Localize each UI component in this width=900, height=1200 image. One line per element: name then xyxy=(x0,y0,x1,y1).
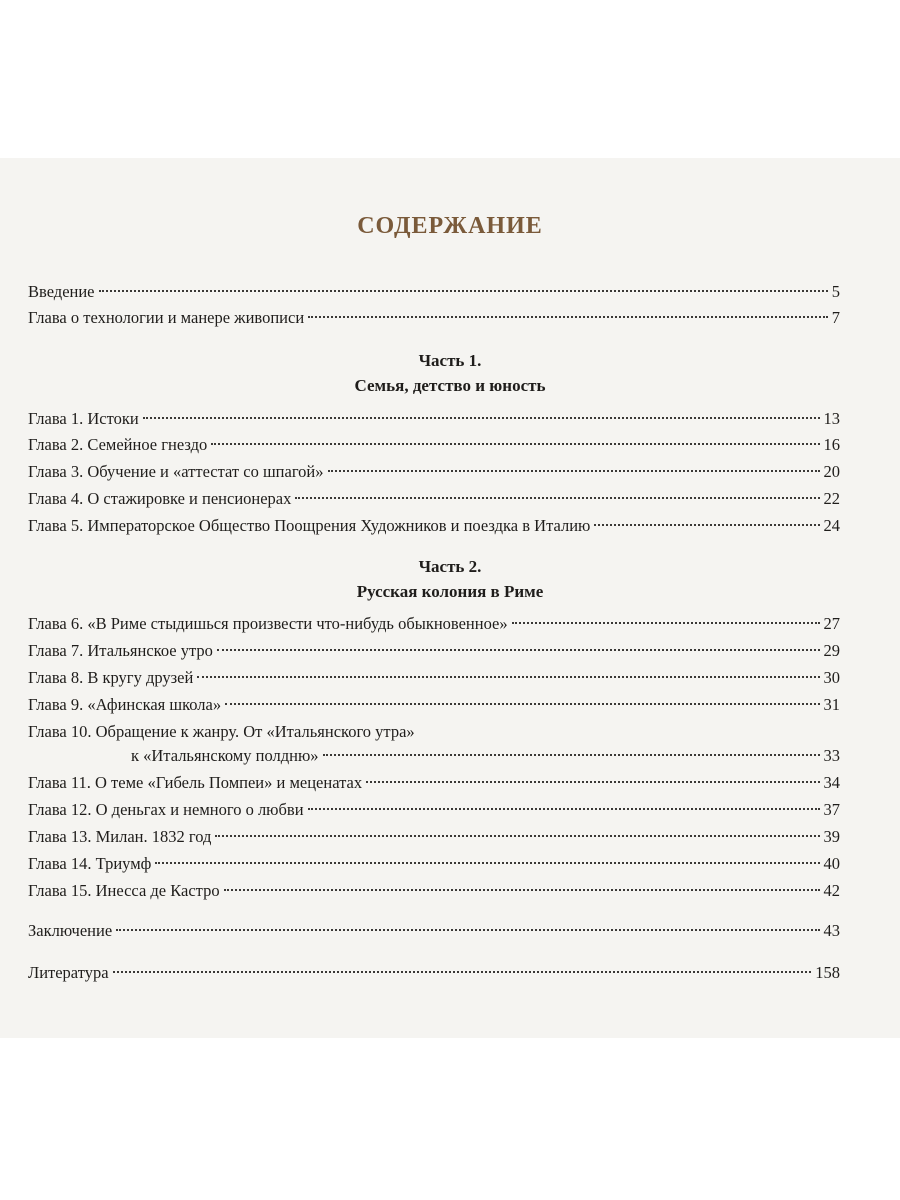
toc-entry-page: 29 xyxy=(823,641,840,660)
toc-entry-line1 xyxy=(28,721,840,743)
toc-entry-page: 37 xyxy=(823,800,840,819)
page-title: СОДЕРЖАНИЕ xyxy=(357,213,543,239)
dot-leader xyxy=(366,781,819,783)
dot-leader xyxy=(215,835,819,837)
toc-entry-page: 31 xyxy=(823,695,840,714)
part-heading: Часть 2. xyxy=(418,557,482,576)
toc-entry-label: Глава 3. Обучение и «аттестат со шпагой» xyxy=(28,462,324,481)
toc-entry-label: Глава о технологии и манере живописи xyxy=(28,308,305,327)
toc-entry-label: Глава 6. «В Риме стыдишься произвести что-нибудь обыкновенное» xyxy=(28,614,508,633)
dot-leader xyxy=(594,524,819,526)
toc-entry xyxy=(28,434,840,456)
toc-entry-page: 7 xyxy=(831,308,840,327)
toc-entry-page: 24 xyxy=(823,516,840,535)
toc-entry-page: 5 xyxy=(831,282,840,301)
toc-entry-label: Глава 7. Итальянское утро xyxy=(28,641,213,660)
part-heading: Часть 1. xyxy=(418,351,482,370)
toc-entry-label: Глава 8. В кругу друзей xyxy=(28,668,194,687)
toc-entry-page: 158 xyxy=(815,963,840,982)
dot-leader xyxy=(99,290,828,292)
dot-leader xyxy=(295,497,819,499)
dot-leader xyxy=(217,649,820,651)
toc-entry-page: 42 xyxy=(823,881,840,900)
toc-entry xyxy=(28,515,840,537)
toc-entry-label: Глава 11. О теме «Гибель Помпеи» и меценатах xyxy=(28,773,363,792)
toc-entry xyxy=(28,694,840,716)
toc-entry-page: 30 xyxy=(823,668,840,687)
toc-entry-page: 27 xyxy=(823,614,840,633)
dot-leader xyxy=(211,443,819,445)
toc-entry xyxy=(28,408,840,430)
dot-leader xyxy=(323,754,820,756)
toc-entry-page: 20 xyxy=(823,462,840,481)
toc-entry xyxy=(28,613,840,635)
toc-entry-page: 22 xyxy=(823,489,840,508)
toc-entry-label: Глава 13. Милан. 1832 год xyxy=(28,827,212,846)
toc-entry xyxy=(28,745,840,767)
dot-leader xyxy=(512,622,820,624)
toc-entry-page: 33 xyxy=(823,746,840,765)
toc-entry xyxy=(28,962,840,984)
toc-entry-label: Глава 15. Инесса де Кастро xyxy=(28,881,220,900)
toc-entry xyxy=(28,461,840,483)
toc-entry xyxy=(28,920,840,942)
toc-entry-label: Глава 1. Истоки xyxy=(28,409,139,428)
toc-entry-label: Глава 12. О деньгах и немного о любви xyxy=(28,800,304,819)
toc-entry-page: 16 xyxy=(823,435,840,454)
toc-entry xyxy=(28,826,840,848)
toc-entry-label: Глава 2. Семейное гнездо xyxy=(28,435,208,454)
toc-entry-page: 40 xyxy=(823,854,840,873)
toc-entry-label: Литература xyxy=(28,963,109,982)
dot-leader xyxy=(197,676,819,678)
dot-leader xyxy=(225,703,819,705)
toc-entry xyxy=(28,667,840,689)
toc-entry xyxy=(28,488,840,510)
toc-entry-label: Введение xyxy=(28,282,95,301)
dot-leader xyxy=(224,889,820,891)
toc-entry xyxy=(28,799,840,821)
dot-leader xyxy=(143,417,820,419)
part-subtitle: Русская колония в Риме xyxy=(356,582,544,601)
dot-leader xyxy=(308,316,828,318)
toc-entry xyxy=(28,853,840,875)
toc-entry-label: Глава 10. Обращение к жанру. От «Итальянского утра» xyxy=(28,722,415,741)
toc-entry xyxy=(28,880,840,902)
dot-leader xyxy=(113,971,812,973)
toc-entry-label: Глава 5. Императорское Общество Поощрения Художников и поездка в Италию xyxy=(28,516,591,535)
toc-entry-page: 13 xyxy=(823,409,840,428)
part-subtitle: Семья, детство и юность xyxy=(354,376,546,395)
toc-entry xyxy=(28,640,840,662)
toc-entry-page: 39 xyxy=(823,827,840,846)
toc-entry xyxy=(28,307,840,329)
toc-entry-label-cont: к «Итальянскому полдню» xyxy=(131,746,319,765)
toc-entry-label: Глава 4. О стажировке и пенсионерах xyxy=(28,489,292,508)
toc-entry-page: 43 xyxy=(823,921,840,940)
toc-entry xyxy=(28,772,840,794)
toc-entry-label: Глава 9. «Афинская школа» xyxy=(28,695,222,714)
dot-leader xyxy=(155,862,819,864)
toc-entry-page: 34 xyxy=(823,773,840,792)
dot-leader xyxy=(308,808,820,810)
dot-leader xyxy=(116,929,819,931)
toc-entry xyxy=(28,281,840,303)
toc-entry-label: Глава 14. Триумф xyxy=(28,854,152,873)
dot-leader xyxy=(328,470,820,472)
toc-entry-label: Заключение xyxy=(28,921,113,940)
